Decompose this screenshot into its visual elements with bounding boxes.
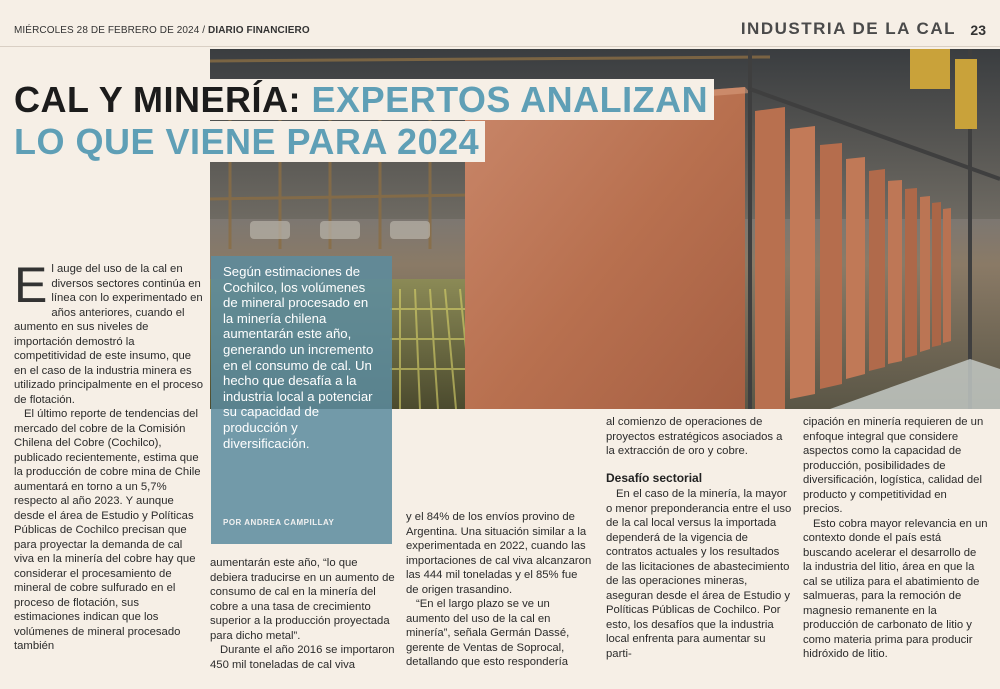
headline-part1: CAL Y MINERÍA: [14,79,312,120]
overhead-lamps [250,221,430,239]
byline: POR ANDREA CAMPILLAY [223,518,335,527]
headline-part3: LO QUE VIENE PARA 2024 [14,121,485,162]
header-divider [0,46,1000,47]
section-title: INDUSTRIA DE LA CAL [740,19,956,38]
article-paragraph: “En el largo plazo se ve un aumento del uso de la cal en minería”, señala Germán Dassé, gerente de Ventas de Soprocal, detallando que esto respondería [406,598,570,668]
page-number: 23 [970,22,986,38]
article-paragraph: cipación en minería requieren de un enfoque integral que considere aspectos como la capacidad de producción, posibilidades de diversificación, logística, calidad del producto y competitividad en precios. [803,416,984,515]
lede-text: Según estimaciones de Cochilco, los volúmenes de mineral procesado en la minería chilena aumentarán este año, generando un incremento en el consumo de cal. Un hecho que desafía a la industria local a potenciar su capacidad de producción y diversificación. [223,264,374,451]
article-column-1 [14,257,204,654]
article-paragraph: aumentarán este año, “lo que debiera traducirse en un aumento de consumo de cal en la minería del cobre a una tasa de crecimiento superior a la producción proyectada para dicho metal”. [210,557,395,642]
lede-callout [211,256,392,544]
subheading: Desafío sectorial [606,470,703,485]
article-paragraph: El auge del uso de la cal en diversos sectores continúa en línea con lo experimentado en años anteriores, cuando el aumento en sus niveles de importación demostró la competitividad de este insumo, que en el caso de la industria minera es utilizado principalmente en el proceso de flotación. [14,257,204,406]
issue-date: MIÉRCOLES 28 DE FEBRERO DE 2024 [14,25,200,36]
article-column-2 [210,556,396,672]
headline [14,80,734,164]
article-paragraph: En el caso de la minería, la mayor o menor preponderancia entre el uso de la cal local versus la importada dependerá de la vigencia de contratos actuales y los resultados de las licitaciones de abastecimiento de las operaciones mineras, aseguran desde el área de Estudio y Políticas Públicas de Cochilco. Por esto, los desafíos que la industria local enfrenta para aumentar su parti- [606,488,792,660]
article-paragraph: Durante el año 2016 se importaron 450 mil toneladas de cal viva [210,644,395,671]
publication-name: DIARIO FINANCIERO [208,25,310,36]
article-paragraph: al comienzo de operaciones de proyectos estratégicos asociados a la extracción de oro y cobre. [606,416,783,457]
article-column-4 [606,415,794,661]
dateline: MIÉRCOLES 28 DE FEBRERO DE 2024 / DIARIO FINANCIERO [14,25,310,36]
article-paragraph: y el 84% de los envíos provino de Argentina. Una situación similar a la experimentada en 2022, cuando las importaciones de cal viva alcanzaron las 444 mil toneladas y el 85% fue de origen trasandino. [406,511,592,596]
article-paragraph: Esto cobra mayor relevancia en un contexto donde el país está buscando acelerar el desarrollo de la industria del litio, área en que la cal se utiliza para el abatimiento de salmueras, para la remoción de magnesio remanente en la producción de carbonato de litio y como materia prima para producir hidróxido de litio. [803,517,988,660]
article-column-3 [406,510,592,670]
drop-cap: E [14,257,48,313]
page-header [0,0,1000,48]
headline-part2: EXPERTOS ANALIZAN [311,79,709,120]
article-paragraph: El último reporte de tendencias del mercado del cobre de la Comisión Chilena del Cobre (Cochilco), publicado recientemente, estima que la producción de cobre mina de Chile aumentará en torno a un 5,7% respecto al año 2023. Y aunque desde el área de Estudio y Políticas Públicas de Cochilco precisan que para proyectar la demanda de cal viva en la minería del cobre hay que considerar el procesamiento de mineral de cobre sulfurado en el proceso de flotación, sus estimaciones indican que los volúmenes de mineral procesado también [14,408,201,652]
article-column-5 [803,415,988,662]
